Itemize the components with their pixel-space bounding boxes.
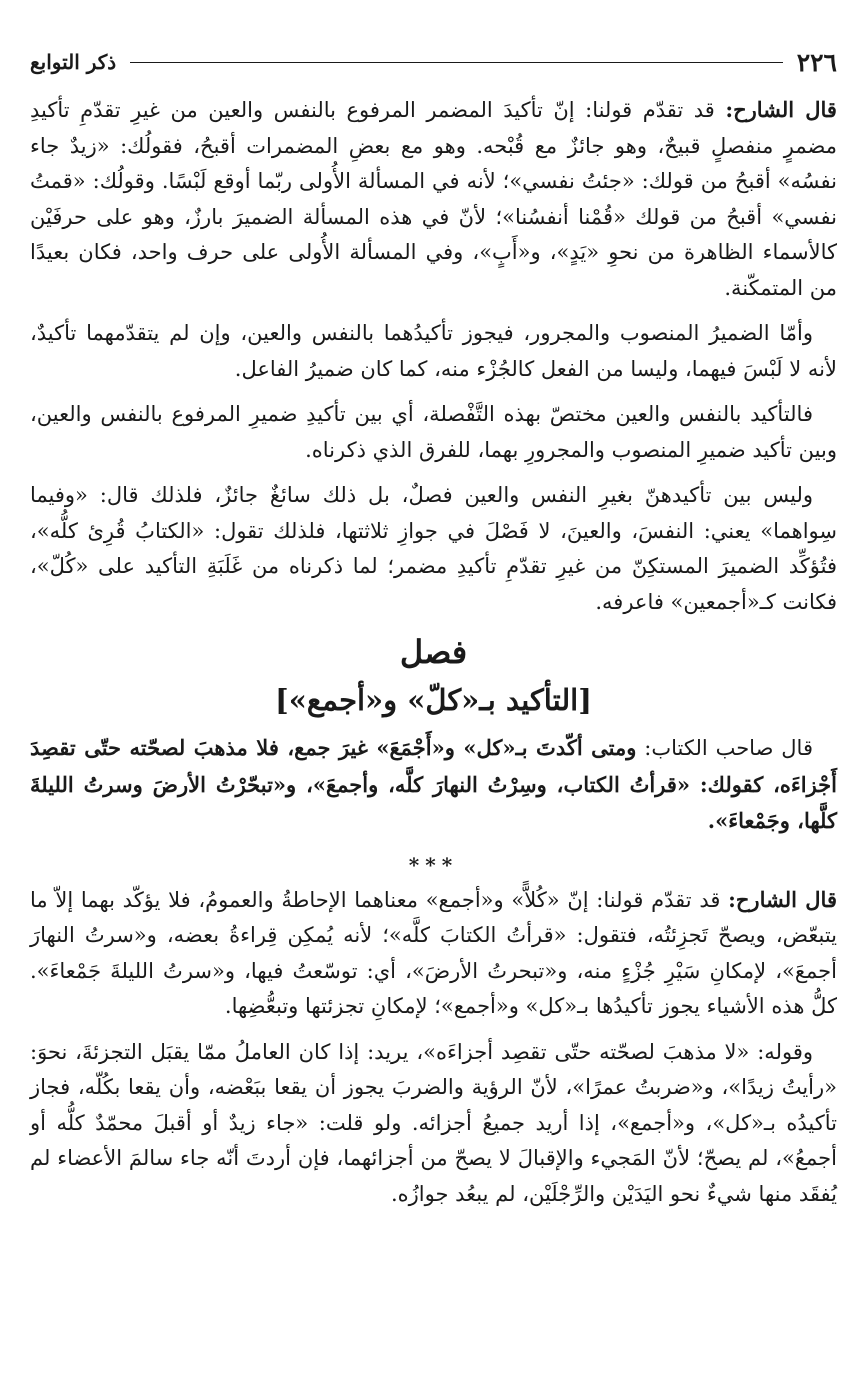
header-rule (130, 62, 782, 63)
page-header (30, 40, 837, 84)
commentary-paragraph-6: وقوله: «لا مذهبَ لصحّته حتّى تقصِد أجزاءَه»، يريد: إذا كان العاملُ ممّا يقبَل التجزئةَ، نحوَ: «رأيتُ زيدًا»، و«ضربتُ عمرًا»، لأنّ الرؤية والضربَ يجوز أن يقعا ببَعْضه، وأن يقعا بكُلّه، فجاز تأكيدُه بـ«كل»، و«أجمع»، إذا أريد جميعُ أجزائه. ولو قلت: «جاء زيدٌ أو أقبلَ محمّدٌ كلُّه أو أجمعُ»، لم يصحّ؛ لأنّ المَجيء والإقبالَ لا يصحّ من أجزائهما، فإن أردتَ أنّه جاء سالمَ الأعضاء لم يُفقَد منها شيءٌ نحو اليَدَيْن والرِّجْلَيْن، لم يبعُد جوازُه. (30, 1039, 837, 1206)
section-subtitle: [التأكيد بـ«كلّ» و«أجمع»] (275, 683, 592, 717)
author-intro: قال صاحب الكتاب: (644, 736, 813, 760)
running-title: ذكر التوابع (30, 50, 117, 74)
paragraph-text: قد تقدّم قولنا: إنّ «كُلاًّ» و«أجمع» معناهما الإحاطةُ والعمومُ، فلا يؤكّد بهما إلاّ ما يتبعّض، ويصحّ تَجزِئتُه، فتقول: «قرأتُ الكتابَ كلَّه»؛ لأنه يُمكِن قِراءةُ بعضه، و«سرتُ النهارَ أجمعَ»، لإمكانِ سَيْرِ جُزْءٍ منه، و«تبحرتُ الأرضَ»، أي: توسّعتُ فيها، و«سرتُ الليلةَ جَمْعاءَ». كلُّ هذه الأشياء يجوز تأكيدُها بـ«كل» و«أجمع»؛ لإمكانِ تجزئتها وتبعُّضِها. (30, 887, 837, 1018)
paragraph-text: قد تقدّم قولنا: إنّ تأكيدَ المضمر المرفوع بالنفس والعين من غيرِ تقدّمِ تأكيدِ مضمرٍ منفصلٍ قبيحٌ، وهو جائزٌ مع قُبْحه. وهو مع بعضِ المضمرات أقبحُ، فقولُك: «زيدٌ جاء نفسُه» أقبحُ من قولك: «جئتُ نفسي»؛ لأنه في المسألة الأُولى ربّما أوقع لَبْسًا. وقولُك: «قمتُ نفسي» أقبحُ من قولك «قُمْنا أنفسُنا»؛ لأنّ في هذه المسألة الضميرَ بارزٌ، وهو على حرفَيْن كالأسماء الظاهرة من نحوِ «يَدٍ»، و«أَبٍ»، وفي المسألة الأُولى على حرف واحد، فكان بعيدًا من المتمكّنة. (30, 98, 837, 300)
commentary-paragraph-2: وأمّا الضميرُ المنصوب والمجرور، فيجوز تأكيدُهما بالنفس والعين، وإن لم يتقدّمهما تأكيدٌ، لأنه لا لَبْسَ فيهما، وليسا من الفعل كالجُزْء منه، كما كان ضميرُ الفاعل. (30, 321, 837, 381)
book-page (30, 0, 837, 1376)
commentary-paragraph-3: فالتأكيد بالنفس والعين مختصّ بهذه التَّفْصلة، أي بين تأكيدِ ضميرِ المرفوع بالنفس والعين، وبين تأكيد ضميرِ المنصوب والمجرورِ بهما، للفرق الذي ذكرناه. (30, 402, 837, 462)
author-main-text: ومتى أكّدتَ بـ«كل» و«أَجْمَعَ» غيرَ جمع، فلا مذهبَ لصحّته حتّى تقصِدَ أَجْزاءَه، كقولك: «قرأتُ الكتاب، وسِرْتُ النهارَ كلَّه، وأجمعَ»، و«تبحّرْتُ الأرضَ وسرتُ الليلةَ كلَّها، وجَمْعاءَ». (30, 735, 837, 833)
commentary-paragraph-4: وليس بين تأكيدهنّ بغيرِ النفس والعين فصلٌ، بل ذلك سائغٌ جائزٌ، فلذلك قال: «وفيما سِواهما» يعني: النفسَ، والعينَ، لا فَصْلَ في جوازِ ثلاثتها، فلذلك تقول: «الكتابُ قُرِئ كلُّه»، فتُؤكِّد الضميرَ المستكِنّ من غيرِ تقدّمِ تأكيدِ مضمر؛ لما ذكرناه من غَلَبَةِ التأكيد على «كُلّ»، فكانت كـ«أجمعين» فاعرفه. (30, 483, 837, 614)
section-title: فصل (399, 633, 468, 671)
speaker-label: قال الشارح: (725, 97, 837, 122)
commentary-paragraph-5 (30, 882, 837, 1025)
section-divider: *** (408, 852, 459, 877)
page-body (30, 92, 837, 1376)
page-number: ٢٢٦ (796, 47, 837, 77)
commentary-paragraph-1 (30, 92, 837, 306)
author-text-paragraph (30, 730, 837, 840)
speaker-label: قال الشارح: (728, 886, 837, 912)
